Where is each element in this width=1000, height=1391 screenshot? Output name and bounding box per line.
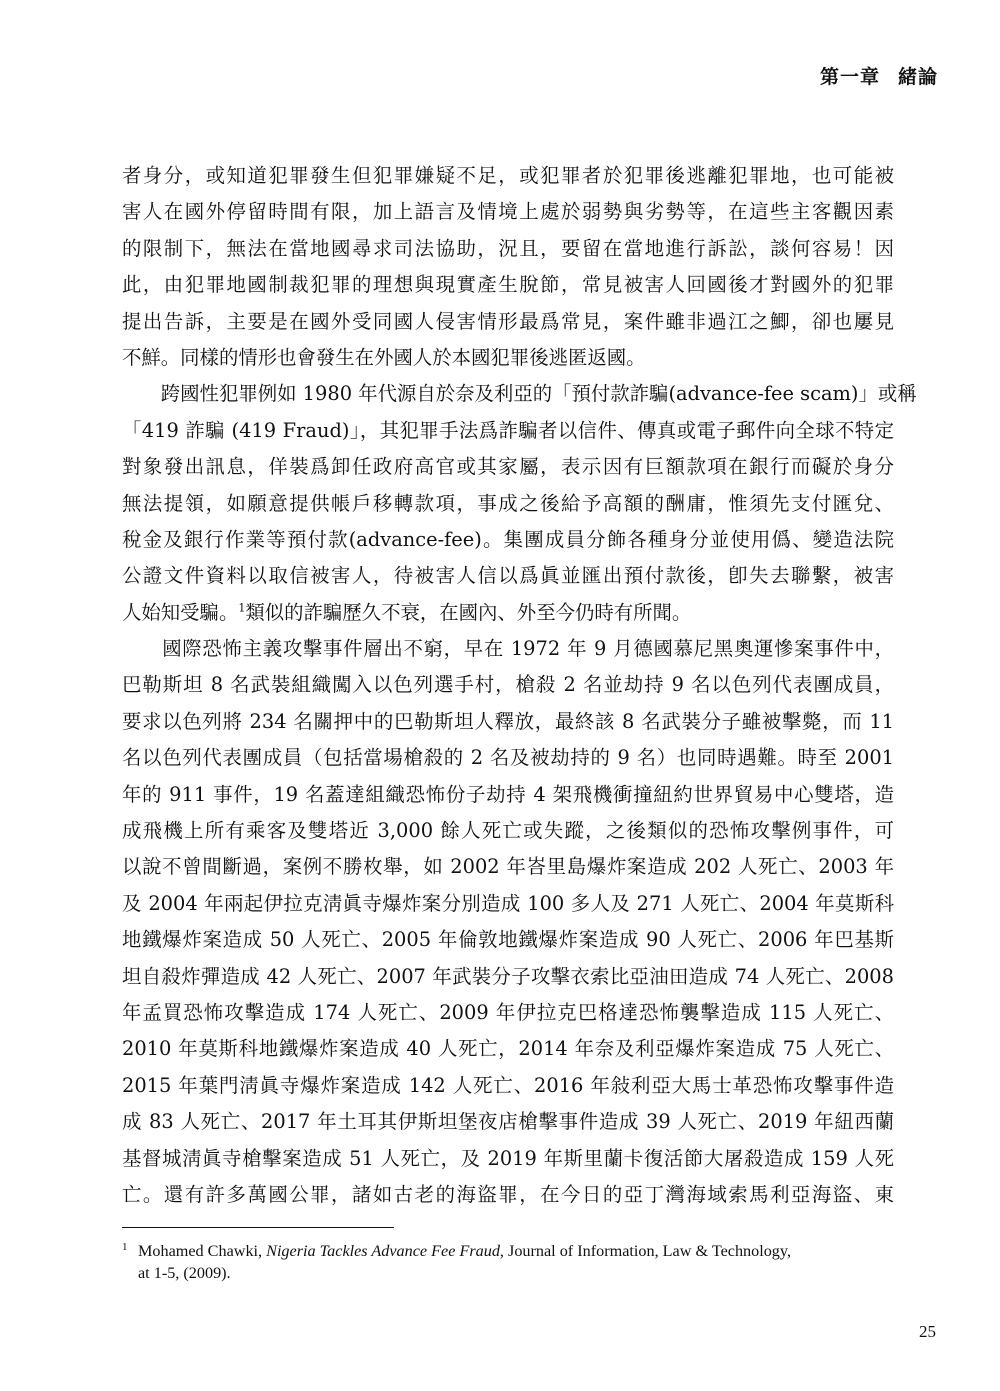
footnote-line: at 1-5, (2009). [138, 1264, 231, 1282]
text-line: 稅金及銀行作業等預付款(advance-fee)。集團成員分飾各種身分並使用僞、變造法院 [122, 527, 894, 551]
footnote [122, 1240, 894, 1284]
text-line: 成 83 人死亡、2017 年土耳其伊斯坦堡夜店槍擊事件造成 39 人死亡、2019 年紐西蘭 [122, 1110, 894, 1134]
chapter-label: 第一章 [819, 66, 880, 88]
text-line: 基督城淸眞寺槍擊案造成 51 人死亡，及 2019 年斯里蘭卡復活節大屠殺造成 159 人死 [122, 1146, 894, 1170]
text-segment: 類似的詐騙歷久不衰，在國內、外至今仍時有所聞。 [245, 600, 692, 624]
footnote-number: 1 [122, 1241, 128, 1253]
footnote-reference[interactable]: 1 [238, 601, 246, 615]
text-line: 地鐵爆炸案造成 50 人死亡、2005 年倫敦地鐵爆炸案造成 90 人死亡、2006 年巴基斯 [122, 928, 894, 952]
text-line: 以說不曾間斷過，案例不勝枚舉，如 2002 年峇里島爆炸案造成 202 人死亡、2003 年 [122, 855, 894, 879]
footnote-divider [122, 1227, 394, 1228]
text-line: 名以色列代表團成員（包括當場槍殺的 2 名及被劫持的 9 名）也同時遇難。時至 2001 [122, 746, 894, 770]
text-line: 巴勒斯坦 8 名武裝組織闖入以色列選手村，槍殺 2 名並劫持 9 名以色列代表團成員， [122, 673, 894, 697]
text-line: 不鮮。同樣的情形也會發生在外國人於本國犯罪後逃匿返國。 [122, 345, 646, 369]
text-line: 的限制下，無法在當地國尋求司法協助，況且，要留在當地進行訴訟，談何容易！因 [122, 236, 894, 260]
text-line: 害人在國外停留時間有限，加上語言及情境上處於弱勢與劣勢等，在這些主客觀因素 [122, 200, 894, 224]
running-header [820, 62, 938, 89]
text-line: 要求以色列將 234 名關押中的巴勒斯坦人釋放，最終該 8 名武裝分子雖被擊斃，而 11 [122, 709, 894, 733]
text-line: 跨國性犯罪例如 1980 年代源自於奈及利亞的「預付款詐騙(advance-fee scam)」或稱 [122, 382, 917, 406]
text-line: 提出告訴，主要是在國外受同國人侵害情形最爲常見，案件雖非過江之鯽，卻也屢見 [122, 309, 894, 333]
text-line: 「419 詐騙 (419 Fraud)」，其犯罪手法爲詐騙者以信件、傳真或電子郵件向全球不特定 [122, 418, 894, 442]
footnote-author: Mohamed Chawki, [138, 1242, 267, 1260]
text-line: 成飛機上所有乘客及雙塔近 3,000 餘人死亡或失蹤，之後類似的恐怖攻擊例事件，可 [122, 819, 894, 843]
text-line: 公證文件資料以取信被害人，待被害人信以爲眞並匯出預付款後，卽失去聯繫，被害 [122, 564, 894, 588]
text-line: 及 2004 年兩起伊拉克淸眞寺爆炸案分別造成 100 多人及 271 人死亡、2004 年莫斯科 [122, 891, 894, 915]
footnote-source: , Journal of Information, Law & Technology, [499, 1242, 791, 1260]
text-line: 年的 911 事件，19 名蓋達組織恐怖份子劫持 4 架飛機衝撞紐約世界貿易中心雙塔，造 [122, 782, 894, 806]
footnote-line [122, 1240, 894, 1262]
text-line [122, 595, 894, 631]
footnote-title: Nigeria Tackles Advance Fee Fraud [266, 1242, 500, 1260]
page-number: 25 [919, 1322, 936, 1341]
text-segment: 人始知受騙。 [122, 600, 239, 624]
body-text [122, 158, 917, 1213]
text-line: 對象發出訊息，佯裝爲卸任政府高官或其家屬，表示因有巨額款項在銀行而礙於身分 [122, 455, 894, 479]
text-line: 2010 年莫斯科地鐵爆炸案造成 40 人死亡，2014 年奈及利亞爆炸案造成 75 人死亡、 [122, 1037, 894, 1061]
text-line: 坦自殺炸彈造成 42 人死亡、2007 年武裝分子攻擊衣索比亞油田造成 74 人死亡、2008 [122, 964, 894, 988]
text-line: 亡。還有許多萬國公罪，諸如古老的海盜罪，在今日的亞丁灣海域索馬利亞海盜、東 [122, 1182, 894, 1206]
text-line: 國際恐怖主義攻擊事件層出不窮，早在 1972 年 9 月德國慕尼黑奧運慘案事件中， [122, 637, 894, 661]
text-line: 者身分，或知道犯罪發生但犯罪嫌疑不足，或犯罪者於犯罪後逃離犯罪地，也可能被 [122, 164, 894, 187]
text-line: 2015 年葉門淸眞寺爆炸案造成 142 人死亡、2016 年敍利亞大馬士革恐怖攻擊事件造 [122, 1073, 894, 1097]
text-line: 此，由犯罪地國制裁犯罪的理想與現實產生脫節，常見被害人回國後才對國外的犯罪 [122, 273, 894, 297]
text-line: 無法提領，如願意提供帳戶移轉款項，事成之後給予高額的酬庸，惟須先支付匯兌、 [122, 491, 894, 515]
chapter-title: 緒論 [897, 66, 938, 88]
text-line: 年孟買恐怖攻擊造成 174 人死亡、2009 年伊拉克巴格達恐怖襲擊造成 115 人死亡、 [122, 1000, 894, 1024]
